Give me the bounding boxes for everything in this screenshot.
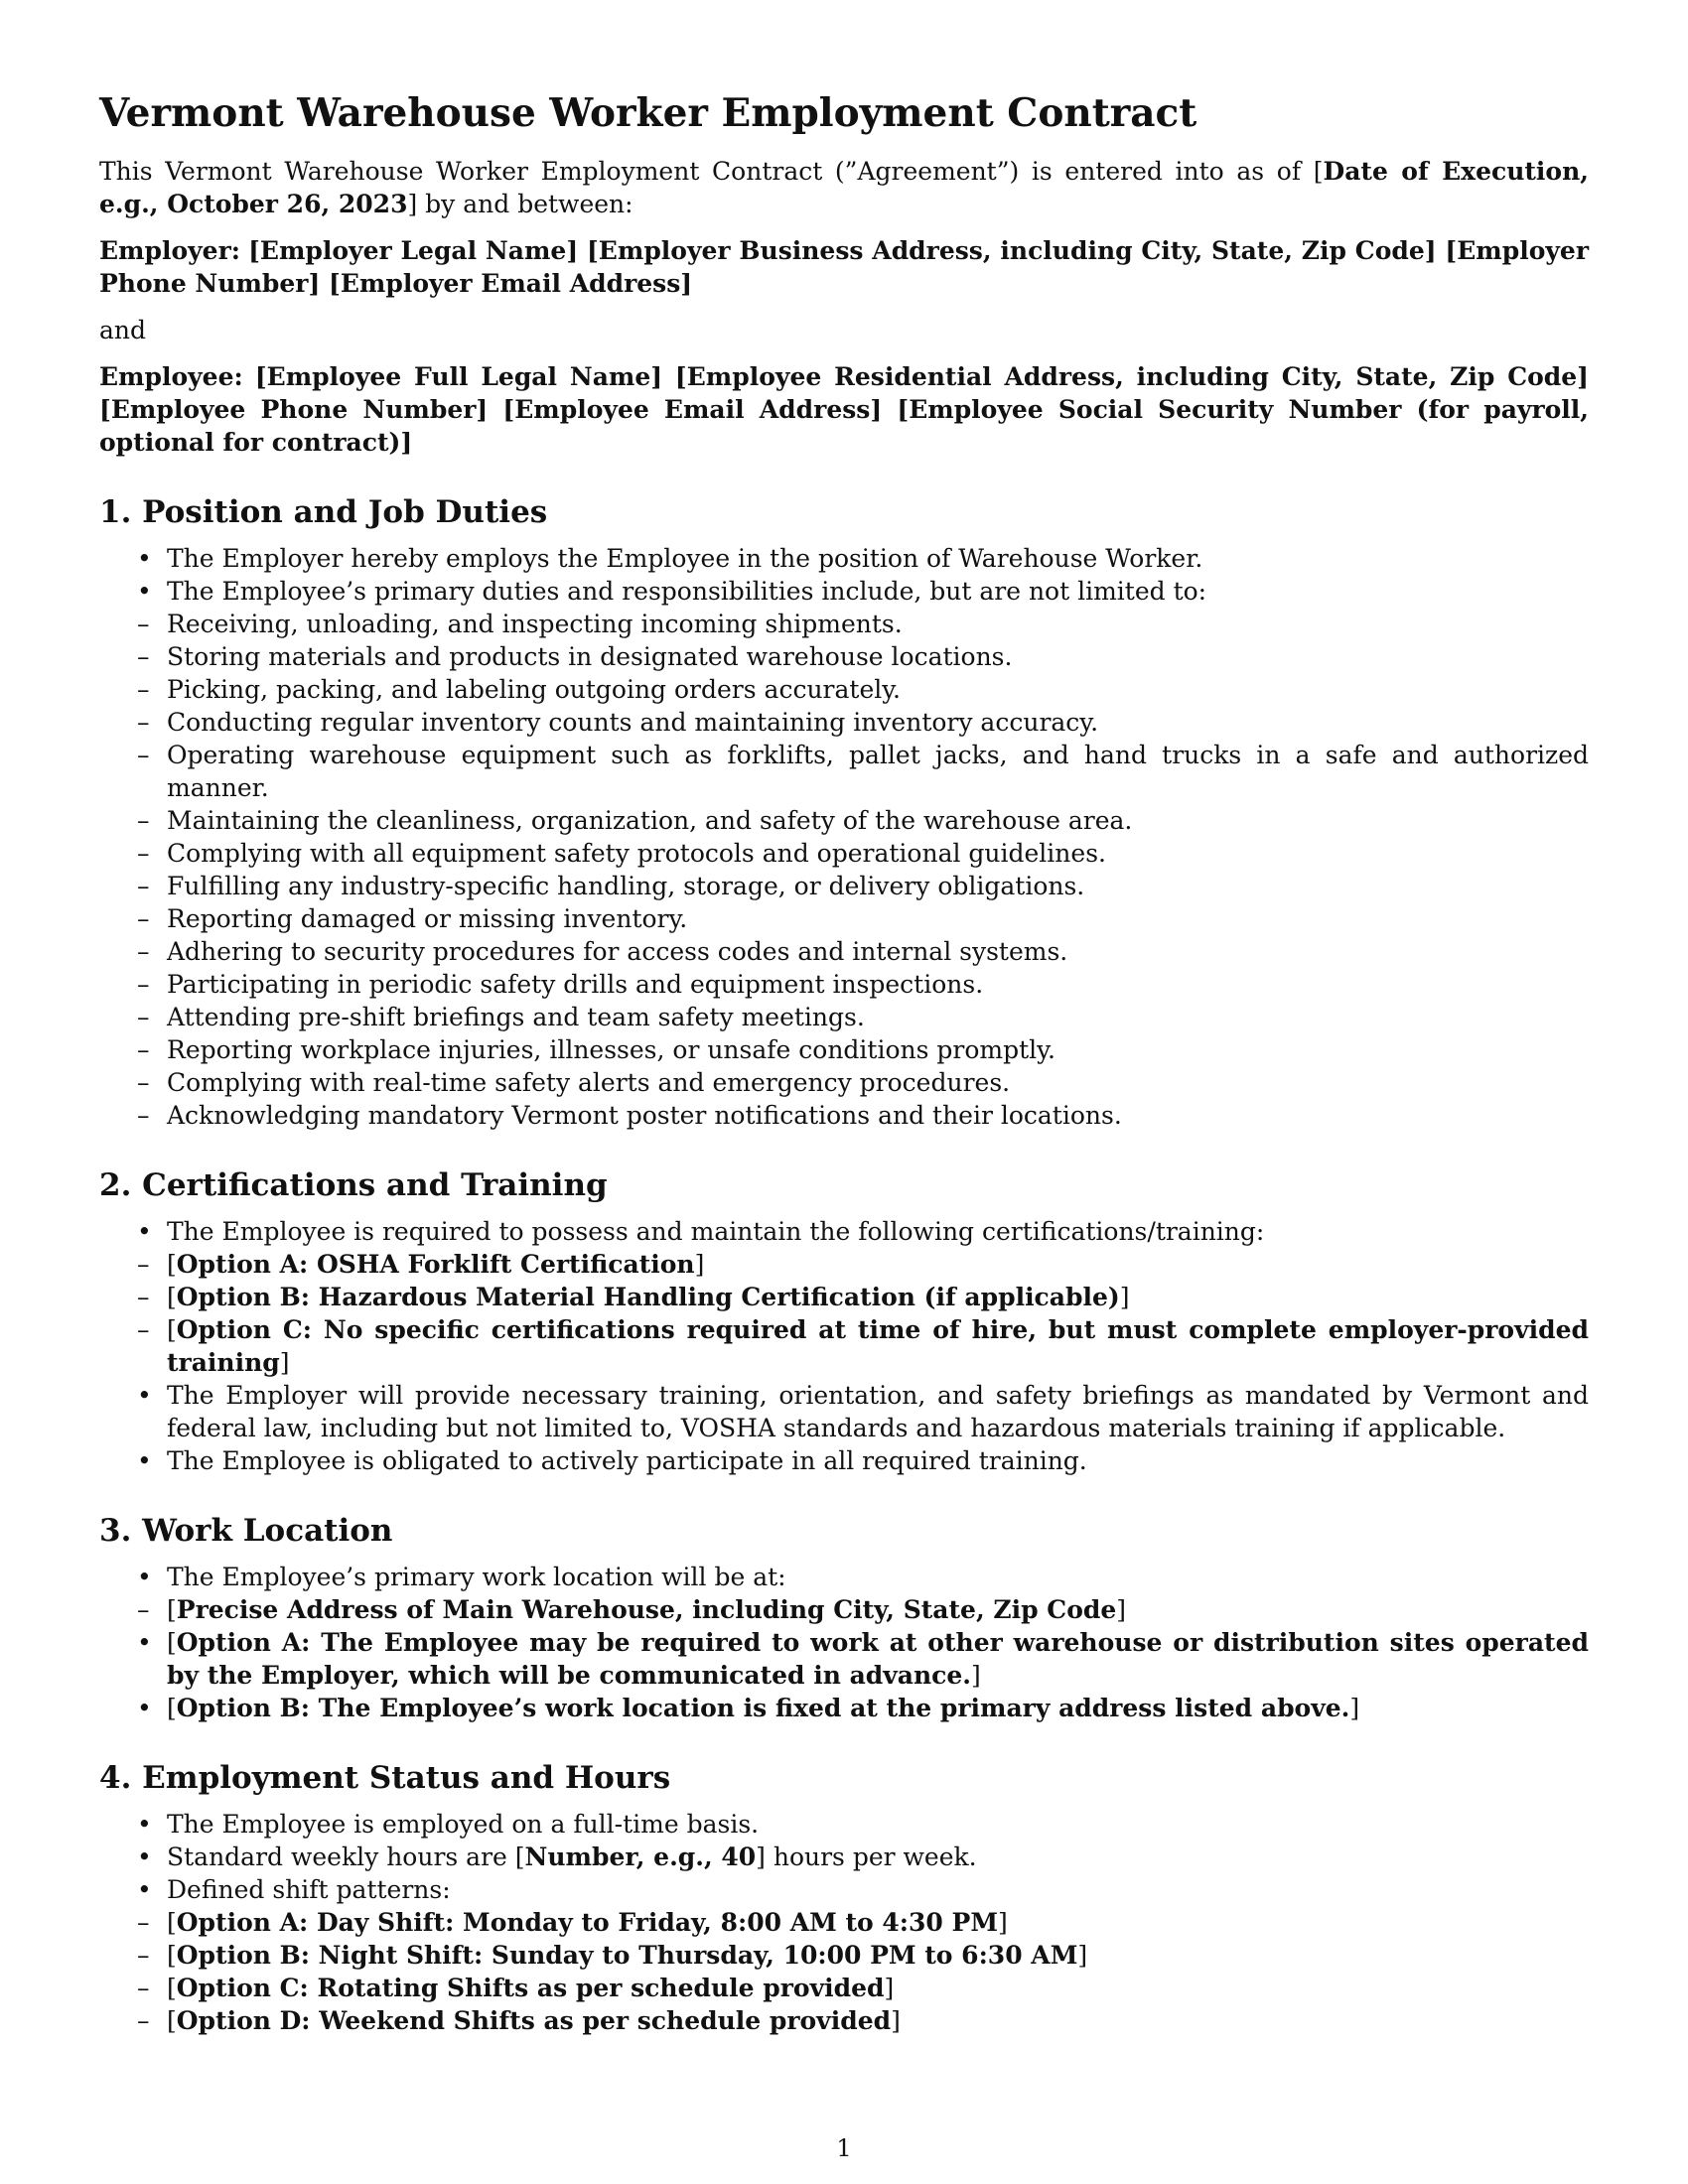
list-item-text: Defined shift patterns:	[167, 1875, 451, 1904]
shift-option: – [Option A: Day Shift: Monday to Friday, 8:00 AM to 4:30 PM]	[137, 1908, 1008, 1937]
hours-placeholder: Number, e.g., 40	[524, 1843, 757, 1871]
section-employment-status-list	[99, 1808, 1589, 2037]
dash-icon: –	[137, 1974, 150, 2002]
employer-paragraph	[99, 234, 1589, 300]
employer-label: Employer:	[99, 236, 240, 265]
duty-text: Reporting workplace injuries, illnesses, or unsafe conditions promptly.	[167, 1035, 1055, 1064]
duty-text: Picking, packing, and labeling outgoing orders accurately.	[167, 675, 901, 704]
dash-icon: –	[137, 1283, 150, 1311]
list-item	[99, 1379, 1589, 1444]
section-heading-position: 1. Position and Job Duties	[99, 494, 548, 530]
duty-item	[105, 804, 1589, 837]
certification-options-list	[137, 1248, 1589, 1379]
dash-icon: –	[137, 1250, 150, 1279]
dash-icon: –	[137, 1003, 150, 1031]
dash-icon: –	[137, 1908, 150, 1937]
shift-text: Option A: Day Shift: Monday to Friday, 8:00 AM to 4:30 PM	[176, 1908, 998, 1937]
list-item	[99, 1215, 1589, 1379]
intro-text-post: ] by and between:	[407, 190, 633, 218]
section-position-list	[99, 542, 1589, 1132]
duty-text: Complying with real-time safety alerts and emergency procedures.	[167, 1068, 1011, 1097]
list-item: • [Option B: The Employee’s work location is fixed at the primary address listed above.]	[137, 1694, 1360, 1722]
list-item	[99, 542, 1589, 575]
employee-label: Employee:	[99, 362, 243, 391]
list-item	[99, 1873, 1589, 2037]
duty-item	[105, 640, 1589, 673]
list-item-text: The Employee’s primary duties and responsibilities include, but are not limited to:	[167, 577, 1207, 606]
duty-text: Attending pre-shift briefings and team safety meetings.	[167, 1003, 865, 1031]
dash-icon: –	[137, 1101, 150, 1130]
bullet-icon: •	[137, 577, 152, 606]
bullet-icon: •	[137, 1217, 152, 1246]
shift-text: Option C: Rotating Shifts as per schedule provided	[176, 1974, 885, 2002]
option-text: Option C: No specific certifications required at time of hire, but must complete employer-provided training	[167, 1315, 1589, 1377]
dash-icon: –	[137, 1035, 150, 1064]
duty-item	[105, 706, 1589, 739]
dash-icon: –	[137, 2006, 150, 2035]
list-item: • [Option A: The Employee may be required to work at other warehouse or distribution sites operated by the Employer, which will be communicated in advance.]	[137, 1628, 1589, 1690]
list-item-text: The Employee is obligated to actively participate in all required training.	[167, 1446, 1087, 1475]
dash-icon: –	[137, 675, 150, 704]
employee-paragraph	[99, 360, 1589, 459]
list-item	[99, 1808, 1589, 1841]
list-item-text: The Employee is required to possess and maintain the following certifications/training:	[167, 1217, 1265, 1246]
dash-icon: –	[137, 642, 150, 671]
bullet-icon: •	[137, 1446, 152, 1475]
duty-text: Reporting damaged or missing inventory.	[167, 904, 688, 933]
bullet-icon: •	[137, 1875, 152, 1904]
page-number: 1	[836, 2134, 852, 2162]
bullet-icon: •	[137, 544, 152, 573]
section-heading-work-location: 3. Work Location	[99, 1513, 393, 1549]
section-work-location-list	[99, 1561, 1589, 1724]
dash-icon: –	[137, 1315, 150, 1344]
and-text: and	[99, 316, 147, 344]
dash-icon: –	[137, 741, 150, 769]
dash-icon: –	[137, 839, 150, 868]
dash-icon: –	[137, 1595, 150, 1624]
hours-text-post: ] hours per week.	[756, 1843, 977, 1871]
dash-icon: –	[137, 708, 150, 737]
duty-item	[105, 608, 1589, 640]
location-option-a: Option A: The Employee may be required to work at other warehouse or distribution sites operated by the Employer, which will be communicated in advance.	[167, 1628, 1589, 1690]
shift-option: – [Option D: Weekend Shifts as per schedule provided]	[137, 2006, 901, 2035]
duty-text: Complying with all equipment safety protocols and operational guidelines.	[167, 839, 1106, 868]
address-item: – [Precise Address of Main Warehouse, including City, State, Zip Code]	[137, 1595, 1127, 1624]
shift-option: – [Option C: Rotating Shifts as per schedule provided]	[137, 1974, 895, 2002]
execution-date-placeholder: Date of Execution, e.g., October 26, 2023	[99, 157, 1589, 218]
bullet-icon: •	[137, 1694, 152, 1722]
duty-item	[105, 739, 1589, 804]
shift-text: Option D: Weekend Shifts as per schedule provided	[176, 2006, 892, 2035]
duty-text: Maintaining the cleanliness, organization, and safety of the warehouse area.	[167, 806, 1133, 835]
option-text: Option A: OSHA Forklift Certification	[176, 1250, 695, 1279]
intro-paragraph	[99, 155, 1589, 220]
duty-item	[105, 673, 1589, 706]
address-list	[137, 1593, 1589, 1626]
location-option-b: Option B: The Employee’s work location is fixed at the primary address listed above.	[176, 1694, 1350, 1722]
duty-text: Fulfilling any industry-specific handling, storage, or delivery obligations.	[167, 872, 1085, 900]
certification-option: – [Option A: OSHA Forklift Certification]	[137, 1250, 705, 1279]
dash-icon: –	[137, 970, 150, 999]
shift-text: Option B: Night Shift: Sunday to Thursday, 10:00 PM to 6:30 AM	[176, 1941, 1078, 1970]
bullet-icon: •	[137, 1381, 152, 1410]
dash-icon: –	[137, 806, 150, 835]
dash-icon: –	[137, 872, 150, 900]
duty-item	[105, 837, 1589, 870]
hours-text-pre: Standard weekly hours are [	[167, 1843, 525, 1871]
duty-item	[105, 1001, 1589, 1033]
list-item	[99, 1841, 1589, 1873]
duty-item	[105, 935, 1589, 968]
list-item-text: The Employee’s primary work location will be at:	[167, 1563, 786, 1591]
duty-text: Operating warehouse equipment such as forklifts, pallet jacks, and hand trucks in a safe and authorized manner.	[167, 741, 1589, 802]
duty-item	[105, 1033, 1589, 1066]
duty-text: Adhering to security procedures for access codes and internal systems.	[167, 937, 1068, 966]
section-heading-employment-status: 4. Employment Status and Hours	[99, 1760, 671, 1796]
duty-text: Receiving, unloading, and inspecting incoming shipments.	[167, 610, 903, 638]
bullet-icon: •	[137, 1563, 152, 1591]
option-text: Option B: Hazardous Material Handling Certification (if applicable)	[176, 1283, 1120, 1311]
duty-text: Storing materials and products in designated warehouse locations.	[167, 642, 1013, 671]
duty-text: Participating in periodic safety drills and equipment inspections.	[167, 970, 984, 999]
employee-fields: [Employee Full Legal Name] [Employee Residential Address, including City, State, Zip Code] [Employee Phone Number] [Employee Email Address] [Employee Social Security Number (for payroll, optional for contract)]	[99, 362, 1589, 457]
bullet-icon: •	[137, 1628, 152, 1657]
dash-icon: –	[137, 937, 150, 966]
duty-item	[105, 902, 1589, 935]
certification-option: – [Option C: No specific certifications required at time of hire, but must complete employer-provided training]	[137, 1315, 1589, 1377]
employer-fields: [Employer Legal Name] [Employer Business Address, including City, State, Zip Code] [Employer Phone Number] [Employer Email Address]	[99, 236, 1589, 298]
duty-text: Conducting regular inventory counts and maintaining inventory accuracy.	[167, 708, 1099, 737]
bullet-icon: •	[137, 1843, 152, 1871]
duty-item	[105, 968, 1589, 1001]
section-heading-certifications: 2. Certifications and Training	[99, 1167, 608, 1203]
duties-list	[137, 608, 1589, 1132]
warehouse-address-placeholder: Precise Address of Main Warehouse, including City, State, Zip Code	[176, 1595, 1117, 1624]
list-item-text: The Employee is employed on a full-time basis.	[167, 1810, 760, 1839]
list-item	[99, 575, 1589, 1132]
document-page	[99, 89, 1589, 2037]
duty-text: Acknowledging mandatory Vermont poster notifications and their locations.	[167, 1101, 1122, 1130]
section-certifications-list	[99, 1215, 1589, 1477]
list-item-text: The Employer hereby employs the Employee in the position of Warehouse Worker.	[167, 544, 1203, 573]
shift-option: – [Option B: Night Shift: Sunday to Thursday, 10:00 PM to 6:30 AM]	[137, 1941, 1088, 1970]
document-title: Vermont Warehouse Worker Employment Contract	[99, 90, 1197, 136]
certification-option: – [Option B: Hazardous Material Handling Certification (if applicable)]	[137, 1283, 1130, 1311]
intro-text-pre: This Vermont Warehouse Worker Employment Contract (”Agreement”) is entered into as of [	[99, 157, 1324, 186]
dash-icon: –	[137, 1068, 150, 1097]
duty-item	[105, 1066, 1589, 1099]
dash-icon: –	[137, 904, 150, 933]
duty-item	[105, 1099, 1589, 1132]
duty-item	[105, 870, 1589, 902]
list-item	[99, 1561, 1589, 1626]
dash-icon: –	[137, 1941, 150, 1970]
list-item-text: The Employer will provide necessary training, orientation, and safety briefings as mandated by Vermont and federal law, including but not limited to, VOSHA standards and hazardous materials training if applicable.	[167, 1381, 1589, 1442]
dash-icon: –	[137, 610, 150, 638]
bullet-icon: •	[137, 1810, 152, 1839]
shift-options-list	[137, 1906, 1589, 2037]
list-item	[99, 1444, 1589, 1477]
